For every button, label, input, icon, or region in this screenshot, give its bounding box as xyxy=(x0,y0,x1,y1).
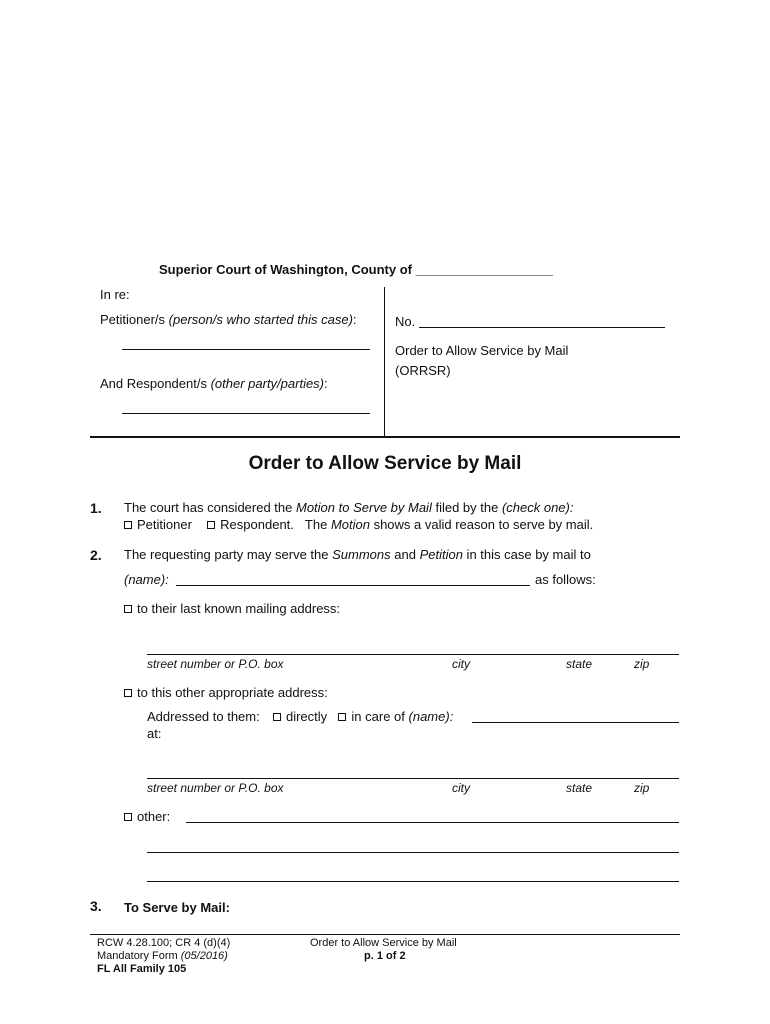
addressed-label: Addressed to them: xyxy=(147,709,260,724)
addressed-to-row xyxy=(147,709,453,724)
in-re-label: In re: xyxy=(100,287,130,302)
last-known-street-label: street number or P.O. box xyxy=(147,657,284,671)
section-1-options xyxy=(124,517,593,532)
in-care-label: in care of xyxy=(351,709,409,724)
case-number-label: No. xyxy=(395,314,416,329)
petitioner-colon: : xyxy=(352,312,357,327)
other-address-label: to this other appropriate address: xyxy=(137,685,328,700)
last-known-label: to their last known mailing address: xyxy=(137,601,341,616)
other-street-label: street number or P.O. box xyxy=(147,781,284,795)
in-care-name-label: (name): xyxy=(408,709,454,724)
section-2-text xyxy=(124,547,591,562)
footer-page: p. 1 of 2 xyxy=(364,950,406,962)
footer-rule xyxy=(90,934,680,935)
respondent-checkbox[interactable] xyxy=(207,521,215,529)
other-city-label: city xyxy=(452,781,470,795)
respondent-label xyxy=(100,376,328,391)
s1-motion: Motion to Serve by Mail xyxy=(296,500,432,515)
respondent-note: (other party/parties) xyxy=(210,376,325,391)
s2-summons: Summons xyxy=(332,547,391,562)
respondent-option-label: Respondent. xyxy=(220,517,294,532)
form-title-line1: Order to Allow Service by Mail xyxy=(395,343,569,358)
last-known-state-label: state xyxy=(566,657,593,671)
other-line-3[interactable] xyxy=(147,881,679,882)
s1-text-d: shows a valid reason to serve by mail. xyxy=(369,517,594,532)
footer-mandatory xyxy=(97,950,228,962)
footer-center-title: Order to Allow Service by Mail xyxy=(310,937,457,949)
last-known-zip-label: zip xyxy=(634,657,650,671)
s2-name-line[interactable] xyxy=(176,585,530,586)
directly-label: directly xyxy=(285,709,328,724)
footer-mandatory-date: (05/2016) xyxy=(180,950,228,962)
petitioner-checkbox[interactable] xyxy=(124,521,132,529)
section-3-number: 3. xyxy=(90,898,102,914)
other-line-1[interactable] xyxy=(186,822,679,823)
s2-text-a: The requesting party may serve the xyxy=(124,547,333,562)
s1-text-a: The court has considered the xyxy=(124,500,296,515)
s2-as-follows: as follows: xyxy=(535,572,596,587)
footer-mandatory-text: Mandatory Form xyxy=(97,950,181,962)
court-header: Superior Court of Washington, County of ___________________ xyxy=(159,262,553,277)
other-state-label: state xyxy=(566,781,593,795)
other-label: other: xyxy=(137,809,171,824)
form-title-line2: (ORRSR) xyxy=(395,363,451,378)
section-3-title: To Serve by Mail: xyxy=(124,900,230,915)
s1-text-c: The xyxy=(304,517,331,532)
other-zip-label: zip xyxy=(634,781,650,795)
s1-text-b: filed by the xyxy=(431,500,502,515)
other-checkbox[interactable] xyxy=(124,813,132,821)
respondent-label-text: And Respondent/s xyxy=(100,376,211,391)
caption-bottom-rule xyxy=(90,436,680,438)
petitioner-label xyxy=(100,312,357,327)
last-known-checkbox[interactable] xyxy=(124,605,132,613)
respondent-colon: : xyxy=(324,376,328,391)
respondent-name-line[interactable] xyxy=(122,413,370,414)
section-1-number: 1. xyxy=(90,500,102,516)
s2-name-label: (name): xyxy=(124,572,169,587)
caption-divider xyxy=(384,287,385,437)
s2-text-b: in this case by mail to xyxy=(462,547,591,562)
last-known-address-line[interactable] xyxy=(147,654,679,655)
other-line-2[interactable] xyxy=(147,852,679,853)
petitioner-note: (person/s who started this case) xyxy=(168,312,353,327)
s2-and: and xyxy=(390,547,420,562)
in-care-name-line[interactable] xyxy=(472,722,679,723)
footer-form-id: FL All Family 105 xyxy=(97,963,187,975)
petitioner-label-text: Petitioner/s xyxy=(100,312,169,327)
at-label: at: xyxy=(147,726,162,741)
petitioner-name-line[interactable] xyxy=(122,349,370,350)
other-option xyxy=(124,809,170,824)
other-address-line[interactable] xyxy=(147,778,679,779)
s2-petition: Petition xyxy=(419,547,463,562)
last-known-option xyxy=(124,601,340,616)
directly-checkbox[interactable] xyxy=(273,713,281,721)
last-known-city-label: city xyxy=(452,657,470,671)
document-title: Order to Allow Service by Mail xyxy=(248,453,522,474)
section-1-text xyxy=(124,500,574,515)
other-address-checkbox[interactable] xyxy=(124,689,132,697)
s1-check-one: (check one): xyxy=(501,500,574,515)
case-number-line[interactable] xyxy=(419,327,665,328)
other-address-option xyxy=(124,685,328,700)
section-2-number: 2. xyxy=(90,547,102,563)
footer-statute: RCW 4.28.100; CR 4 (d)(4) xyxy=(97,937,231,949)
in-care-checkbox[interactable] xyxy=(338,713,346,721)
petitioner-option-label: Petitioner xyxy=(137,517,192,532)
s1-motion2: Motion xyxy=(330,517,370,532)
